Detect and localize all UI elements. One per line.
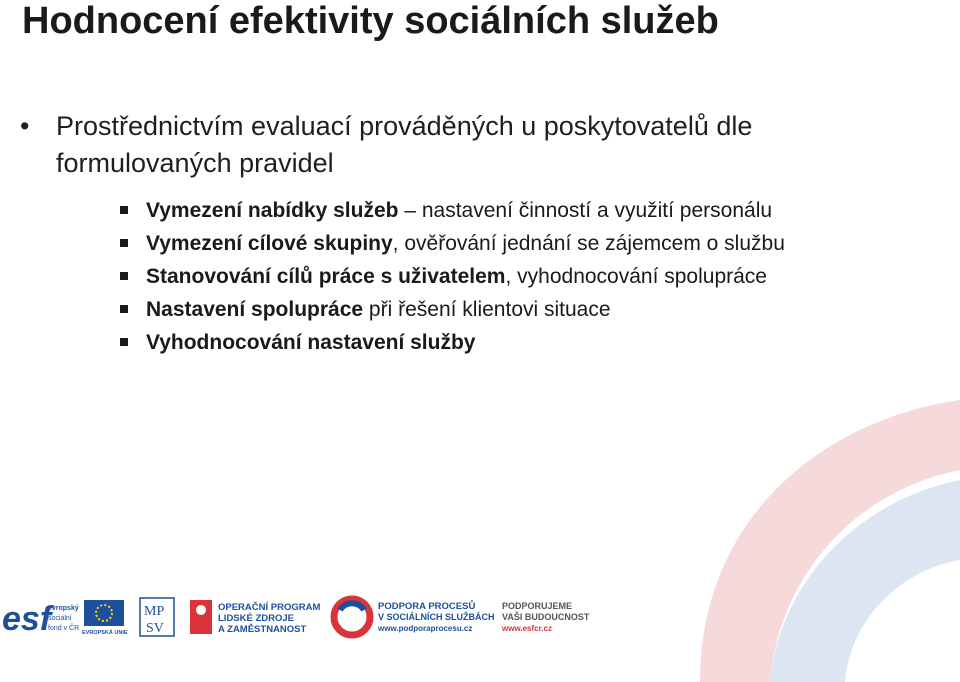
list-item bbox=[120, 227, 900, 260]
main-bullet bbox=[20, 108, 920, 182]
svg-text:A ZAMĚSTNANOST: A ZAMĚSTNANOST bbox=[218, 624, 307, 635]
svg-text:SV: SV bbox=[146, 621, 164, 636]
svg-text:VAŠI BUDOUCNOST: VAŠI BUDOUCNOST bbox=[502, 612, 590, 622]
list-item bbox=[120, 326, 900, 359]
svg-text:evropský: evropský bbox=[48, 605, 79, 612]
podpora-procesu-logo bbox=[334, 599, 495, 635]
svg-text:OPERAČNÍ PROGRAM: OPERAČNÍ PROGRAM bbox=[218, 602, 321, 613]
op-lzz-logo bbox=[190, 600, 320, 635]
svg-text:www.podporaprocesu.cz: www.podporaprocesu.cz bbox=[378, 624, 473, 633]
list-item bbox=[120, 293, 900, 326]
list-item-text: , ověřování jednání se zájemcem o službu bbox=[392, 232, 785, 255]
list-item-text: – nastavení činností a využití personálu bbox=[398, 199, 773, 222]
list-item-bold: Stanovování cílů práce s uživatelem bbox=[146, 265, 506, 288]
support-slogan-logo bbox=[501, 601, 590, 633]
sub-bullet-list bbox=[120, 194, 900, 359]
list-item-bold: Nastavení spolupráce bbox=[146, 298, 364, 321]
svg-text:EVROPSKÁ UNIE: EVROPSKÁ UNIE bbox=[82, 630, 128, 636]
svg-text:esf: esf bbox=[2, 600, 52, 638]
list-item-bold: Vymezení cílové skupiny bbox=[146, 232, 393, 255]
list-item-text: , vyhodnocování spolupráce bbox=[505, 265, 767, 288]
square-bullet-icon bbox=[120, 305, 128, 313]
square-bullet-icon bbox=[120, 338, 128, 346]
list-item bbox=[120, 260, 900, 293]
svg-text:www.esfcr.cz: www.esfcr.cz bbox=[502, 624, 552, 633]
list-item-bold: Vymezení nabídky služeb bbox=[146, 199, 399, 222]
square-bullet-icon bbox=[120, 239, 128, 247]
esf-logo bbox=[2, 600, 79, 638]
svg-text:PODPORUJEME: PODPORUJEME bbox=[502, 601, 573, 611]
square-bullet-icon bbox=[120, 272, 128, 280]
svg-text:sociální: sociální bbox=[48, 615, 72, 622]
svg-text:V SOCIÁLNÍCH SLUŽBÁCH: V SOCIÁLNÍCH SLUŽBÁCH bbox=[378, 612, 495, 622]
mpsv-logo bbox=[140, 598, 174, 636]
logo-strip bbox=[0, 590, 600, 650]
main-bullet-text: Prostřednictvím evaluací prováděných u poskytovatelů dle formulovaných pravidel bbox=[56, 111, 753, 178]
bullet-dot-icon: • bbox=[20, 111, 30, 141]
list-item-bold: Vyhodnocování nastavení služby bbox=[146, 331, 476, 354]
list-item bbox=[120, 194, 900, 227]
svg-text:fond v ČR: fond v ČR bbox=[48, 625, 80, 632]
svg-text:LIDSKÉ ZDROJE: LIDSKÉ ZDROJE bbox=[218, 613, 295, 624]
eu-flag-logo bbox=[82, 600, 128, 636]
svg-text:PODPORA PROCESŮ: PODPORA PROCESŮ bbox=[378, 601, 476, 612]
list-item-text: při řešení klientovi situace bbox=[363, 298, 611, 321]
square-bullet-icon bbox=[120, 206, 128, 214]
page-title: Hodnocení efektivity sociálních služeb bbox=[22, 0, 719, 42]
svg-text:MP: MP bbox=[144, 604, 165, 619]
